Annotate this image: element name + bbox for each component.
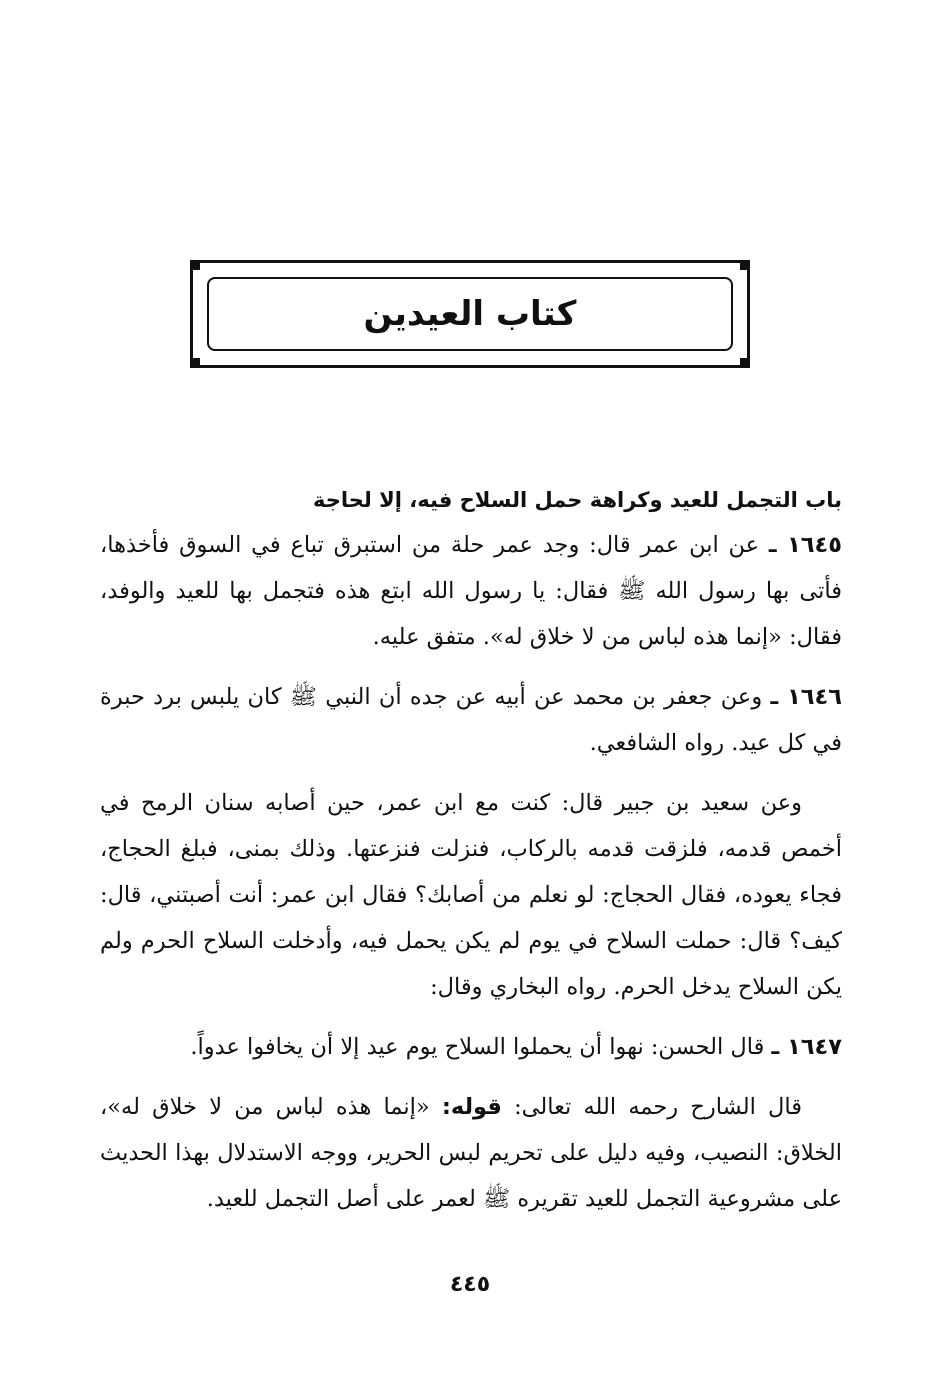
- frame-corner: [190, 358, 200, 368]
- hadith-1646: [100, 674, 842, 766]
- commentary: [100, 1084, 842, 1222]
- hadith-number: ١٦٤٧ ـ: [771, 1034, 842, 1060]
- hadith-1645: [100, 522, 842, 660]
- commentary-label: قوله:: [441, 1094, 502, 1120]
- athar-text: وعن سعيد بن جبير قال: كنت مع ابن عمر، حين أصابه سنان الرمح في أخمص قدمه، فلزقت قدمه بالركاب، فنزلت فنزعتها. وذلك بمنى، فبلغ الحجاج، فجاء يعوده، فقال الحجاج: لو نعلم من أصابك؟ فقال ابن عمر: أنت أصبتني، قال: كيف؟ قال: حملت السلاح في يوم لم يكن يحمل فيه، وأدخلت السلاح الحرم ولم يكن السلاح يدخل الحرم. رواه البخاري وقال:: [100, 790, 842, 1000]
- athar-said-ibn-jubayr: [100, 780, 842, 1010]
- hadith-number: ١٦٤٥ ـ: [768, 532, 842, 558]
- chapter-title: كتاب العيدين: [363, 294, 577, 334]
- page-body: [100, 478, 842, 1236]
- commentary-text: «إنما هذه لباس من لا خلاق له»، الخلاق: النصيب، وفيه دليل على تحريم لبس الحرير، ووجه الاستدلال بهذا الحديث على مشروعية التجمل للعيد تقريره ﷺ لعمر على أصل التجمل للعيد.: [100, 1094, 842, 1212]
- hadith-text: عن ابن عمر قال: وجد عمر حلة من استبرق تباع في السوق فأخذها، فأتى بها رسول الله ﷺ فقال: يا رسول الله ابتع هذه فتجمل بها للعيد والوفد، فقال: «إنما هذه لباس من لا خلاق له». متفق عليه.: [100, 532, 842, 650]
- section-heading: باب التجمل للعيد وكراهة حمل السلاح فيه، إلا لحاجة: [313, 488, 842, 512]
- frame-corner: [740, 260, 750, 270]
- hadith-text: قال الحسن: نهوا أن يحملوا السلاح يوم عيد إلا أن يخافوا عدواً.: [190, 1034, 765, 1060]
- hadith-text: وعن جعفر بن محمد عن أبيه عن جده أن النبي ﷺ كان يلبس برد حبرة في كل عيد. رواه الشافعي.: [100, 684, 842, 756]
- chapter-title-frame: [190, 260, 750, 368]
- chapter-title-inner-box: [207, 277, 733, 351]
- hadith-1647: [100, 1024, 842, 1070]
- page-number: ٤٤٥: [449, 1272, 491, 1297]
- commentary-intro: قال الشارح رحمه الله تعالى:: [514, 1094, 803, 1120]
- hadith-number: ١٦٤٦ ـ: [770, 684, 842, 710]
